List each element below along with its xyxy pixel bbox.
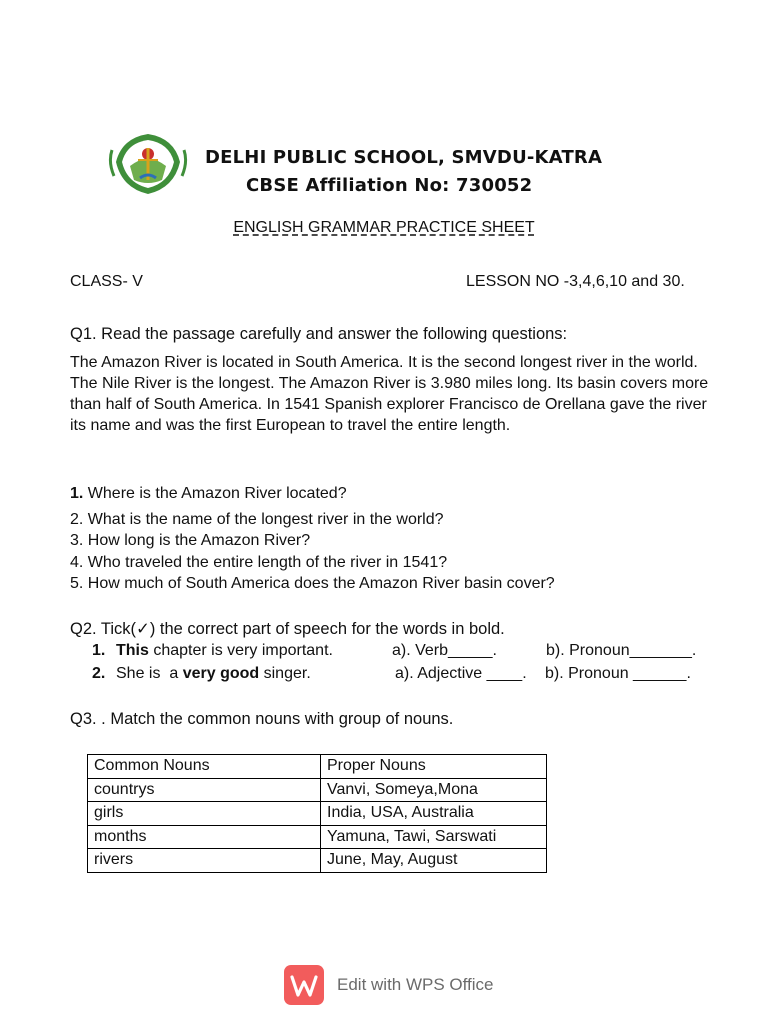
- option-b: b). Pronoun ______.: [545, 665, 691, 682]
- table-header-row: [88, 755, 547, 779]
- match-table: [87, 754, 547, 873]
- list-item: [70, 509, 555, 531]
- q2-item: [0, 663, 768, 685]
- school-name: DELHI PUBLIC SCHOOL, SMVDU-KATRA: [205, 147, 603, 168]
- lesson-label: LESSON NO -3,4,6,10 and 30.: [466, 273, 685, 290]
- table-row: [88, 825, 547, 849]
- table-cell: months: [88, 825, 321, 849]
- item-sentence: [116, 640, 333, 662]
- question-text: How long is the Amazon River?: [87, 532, 311, 549]
- item-sentence: [116, 663, 311, 685]
- option-a: a). Verb_____.: [392, 642, 497, 659]
- reading-passage: The Amazon River is located in South America. It is the second longest river in the world. The Nile River is the longest. The Amazon River is 3.980 miles long. Its basin covers more than half of South America. In 1541 Spanish explorer Francisco de Orellana gave the river its name and was the first European to travel the entire length.: [70, 354, 709, 434]
- column-header: Common Nouns: [88, 755, 321, 779]
- question-number: 5.: [70, 575, 84, 592]
- table-row: [88, 802, 547, 826]
- bold-word: very good: [182, 665, 260, 682]
- option-a: a). Adjective ____.: [395, 665, 527, 682]
- list-item: [70, 530, 555, 552]
- table-cell: India, USA, Australia: [321, 802, 547, 826]
- list-item: [70, 573, 555, 595]
- item-number: 1.: [92, 642, 106, 659]
- table-cell: Yamuna, Tawi, Sarswati: [321, 825, 547, 849]
- sheet-title: ENGLISH GRAMMAR PRACTICE SHEET: [233, 219, 535, 236]
- question-number: 4.: [70, 553, 84, 571]
- q2-heading: Q2. Tick(✓) the correct part of speech for the words in bold.: [70, 620, 505, 638]
- table-cell: Vanvi, Someya,Mona: [321, 778, 547, 802]
- question-number: 3.: [70, 532, 84, 549]
- table-cell: girls: [88, 802, 321, 826]
- question-number: 1.: [70, 485, 84, 502]
- table-row: [88, 778, 547, 802]
- affiliation-number: CBSE Affiliation No: 730052: [246, 175, 533, 196]
- list-item: [70, 483, 555, 505]
- school-crest-icon: [108, 132, 188, 196]
- q1-heading: Q1. Read the passage carefully and answer the following questions:: [70, 325, 568, 343]
- bold-word: This: [116, 642, 149, 659]
- question-number: 2.: [70, 510, 84, 528]
- sentence-start: She is a: [116, 665, 183, 682]
- option-b: b). Pronoun_______.: [546, 642, 697, 659]
- question-text: What is the name of the longest river in the world?: [87, 510, 444, 528]
- table-row: [88, 849, 547, 873]
- question-text: Who traveled the entire length of the river in 1541?: [87, 553, 448, 571]
- q1-question-list: [70, 483, 555, 595]
- question-text: Where is the Amazon River located?: [87, 485, 347, 502]
- sentence-rest: singer.: [259, 665, 311, 682]
- wps-office-icon[interactable]: [284, 965, 324, 1005]
- class-label: CLASS- V: [70, 273, 143, 290]
- q2-item: [0, 640, 768, 662]
- question-text: How much of South America does the Amazon River basin cover?: [87, 575, 555, 592]
- item-number: 2.: [92, 665, 106, 682]
- table-cell: countrys: [88, 778, 321, 802]
- sentence-rest: chapter is very important.: [148, 642, 333, 659]
- table-cell: rivers: [88, 849, 321, 873]
- list-item: [70, 552, 555, 574]
- edit-with-wps-link[interactable]: Edit with WPS Office: [337, 975, 494, 994]
- column-header: Proper Nouns: [321, 755, 547, 779]
- table-cell: June, May, August: [321, 849, 547, 873]
- q3-heading: Q3. . Match the common nouns with group of nouns.: [70, 710, 454, 728]
